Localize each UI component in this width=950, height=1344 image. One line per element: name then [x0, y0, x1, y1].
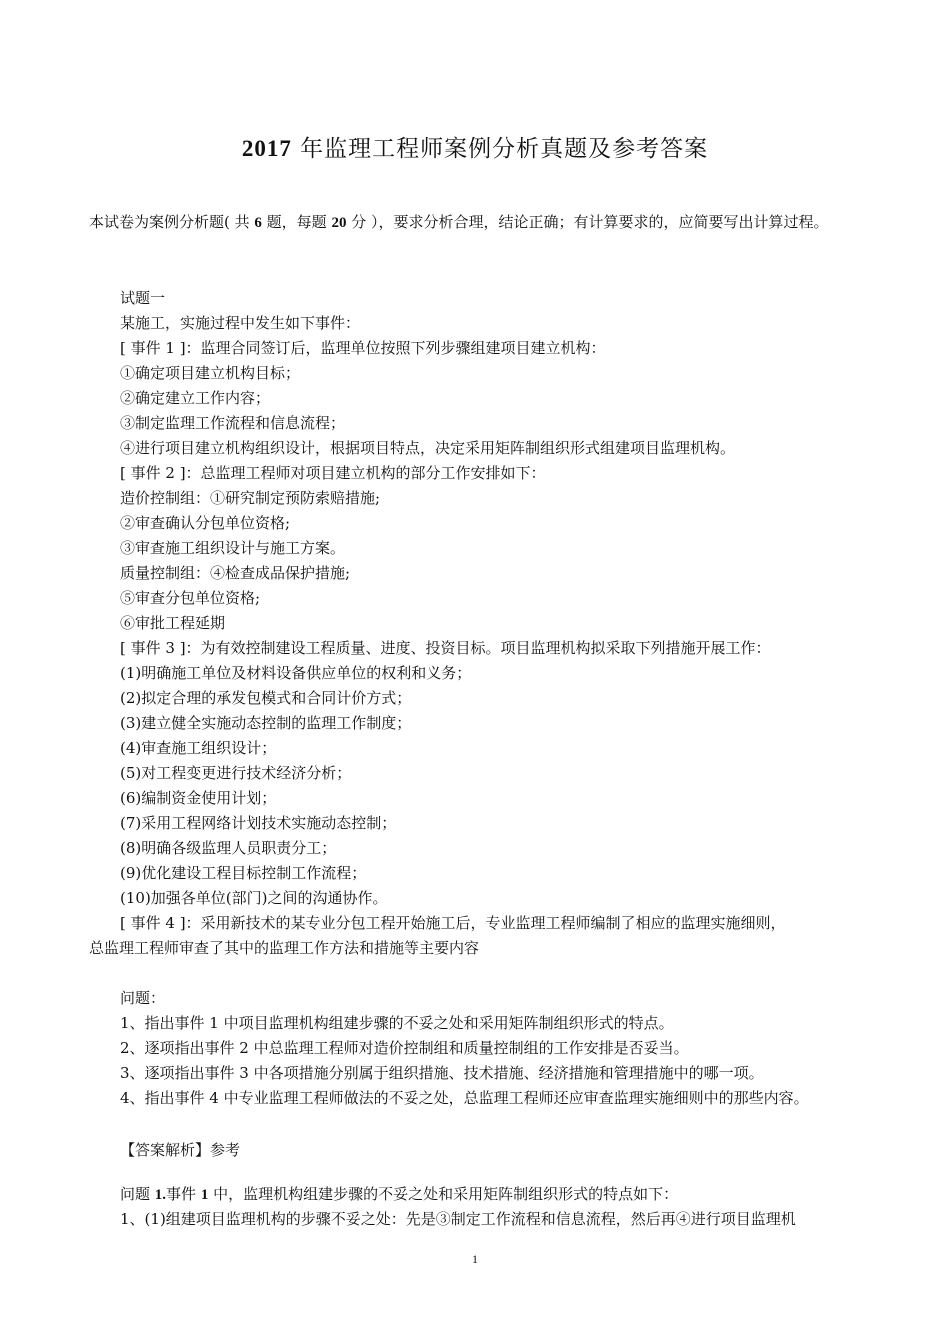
- q1-line: ③制定监理工作流程和信息流程；: [120, 414, 346, 432]
- page-title: [0, 130, 950, 163]
- event4-continuation: [89, 936, 879, 961]
- q1-line: [ 事件 3 ]：为有效控制建设工程质量、进度、投资目标。项目监理机构拟采取下列措施开展工作：: [120, 639, 771, 657]
- q1-line: [ 事件 4 ]：采用新技术的某专业分包工程开始施工后，专业监理工程师编制了相应的监理实施细则，: [120, 914, 786, 932]
- q1-line: 试题一: [120, 289, 166, 307]
- answer-q1-line: [120, 1182, 880, 1207]
- q1-line: 质量控制组：④检查成品保护措施;: [120, 564, 351, 582]
- q1-line: ⑥审批工程延期: [120, 614, 226, 632]
- answer-line: 1、(1)组建项目监理机构的步骤不妥之处：先是③制定工作流程和信息流程，然后再④进行项目监理机: [120, 1210, 796, 1228]
- answer-q1-event: 1: [200, 1187, 209, 1203]
- answer-q1-post: 中，监理机构组建步骤的不妥之处和采用矩阵制组织形式的特点如下：: [208, 1185, 679, 1203]
- intro-text-1: 本试卷为案例分析题( 共: [89, 213, 255, 231]
- intro-text-2: 题，每题: [261, 213, 332, 231]
- q1-line: (1)明确施工单位及材料设备供应单位的权利和义务；: [120, 664, 472, 682]
- title-year: 2017: [241, 136, 292, 161]
- answer-q1-pre: 问题: [120, 1185, 155, 1203]
- q1-line: [ 事件 2 ]：总监理工程师对项目建立机构的部分工作安排如下：: [120, 464, 546, 482]
- question-one-block: [120, 286, 880, 936]
- intro-score: 20: [331, 215, 347, 231]
- event4-cont-line: 总监理工程师审查了其中的监理工作方法和措施等主要内容: [89, 939, 480, 957]
- q1-line: ⑤审查分包单位资格;: [120, 589, 261, 607]
- q1-line: (10)加强各单位(部门)之间的沟通协作。: [120, 889, 388, 907]
- question-line: 4、指出事件 4 中专业监理工程师做法的不妥之处，总监理工程师还应审查监理实施细则中的那些内容。: [120, 1089, 809, 1107]
- intro-paragraph: [89, 209, 874, 236]
- q1-line: (3)建立健全实施动态控制的监理工作制度；: [120, 714, 412, 732]
- q1-line: ④进行项目建立机构组织设计，根据项目特点，决定采用矩阵制组织形式组建项目监理机构。: [120, 439, 736, 457]
- question-line: 2、逐项指出事件 2 中总监理工程师对造价控制组和质量控制组的工作安排是否妥当。: [120, 1039, 689, 1057]
- answer-q1-number: 1.: [154, 1187, 167, 1203]
- q1-line: (7)采用工程网络计划技术实施动态控制；: [120, 814, 397, 832]
- q1-line: (4)审查施工组织设计；: [120, 739, 277, 757]
- question-line: 3、逐项指出事件 3 中各项措施分别属于组织措施、技术措施、经济措施和管理措施中的哪一项。: [120, 1064, 764, 1082]
- q1-line: (9)优化建设工程目标控制工作流程；: [120, 864, 367, 882]
- q1-line: ③审查施工组织设计与施工方案。: [120, 539, 346, 557]
- intro-text-3: 分 ），要求分析合理，结论正确；有计算要求的，应简要写出计算过程。: [346, 213, 829, 231]
- answer-q1-mid: 事件: [166, 1185, 201, 1203]
- page-number: 1: [472, 1252, 478, 1266]
- q1-line: 某施工，实施过程中发生如下事件：: [120, 314, 361, 332]
- title-text: 年监理工程师案例分析真题及参考答案: [291, 136, 709, 162]
- question-line: 问题：: [120, 989, 166, 1007]
- questions-block: [120, 986, 880, 1111]
- q1-line: (5)对工程变更进行技术经济分析；: [120, 764, 352, 782]
- q1-line: ②审查确认分包单位资格;: [120, 514, 291, 532]
- q1-line: ②确定建立工作内容；: [120, 389, 271, 407]
- answer-heading: 【答案解析】参考: [120, 1141, 241, 1159]
- q1-line: [ 事件 1 ]：监理合同签订后，监理单位按照下列步骤组建项目建立机构：: [120, 339, 606, 357]
- intro-count: 6: [254, 215, 262, 231]
- q1-line: (8)明确各级监理人员职责分工；: [120, 839, 337, 857]
- q1-line: (6)编制资金使用计划；: [120, 789, 277, 807]
- q1-line: (2)拟定合理的承发包模式和合同计价方式；: [120, 689, 412, 707]
- answer-block: [120, 1138, 880, 1232]
- question-line: 1、指出事件 1 中项目监理机构组建步骤的不妥之处和采用矩阵制组织形式的特点。: [120, 1014, 674, 1032]
- q1-line: 造价控制组：①研究制定预防索赔措施;: [120, 489, 381, 507]
- q1-line: ①确定项目建立机构目标；: [120, 364, 301, 382]
